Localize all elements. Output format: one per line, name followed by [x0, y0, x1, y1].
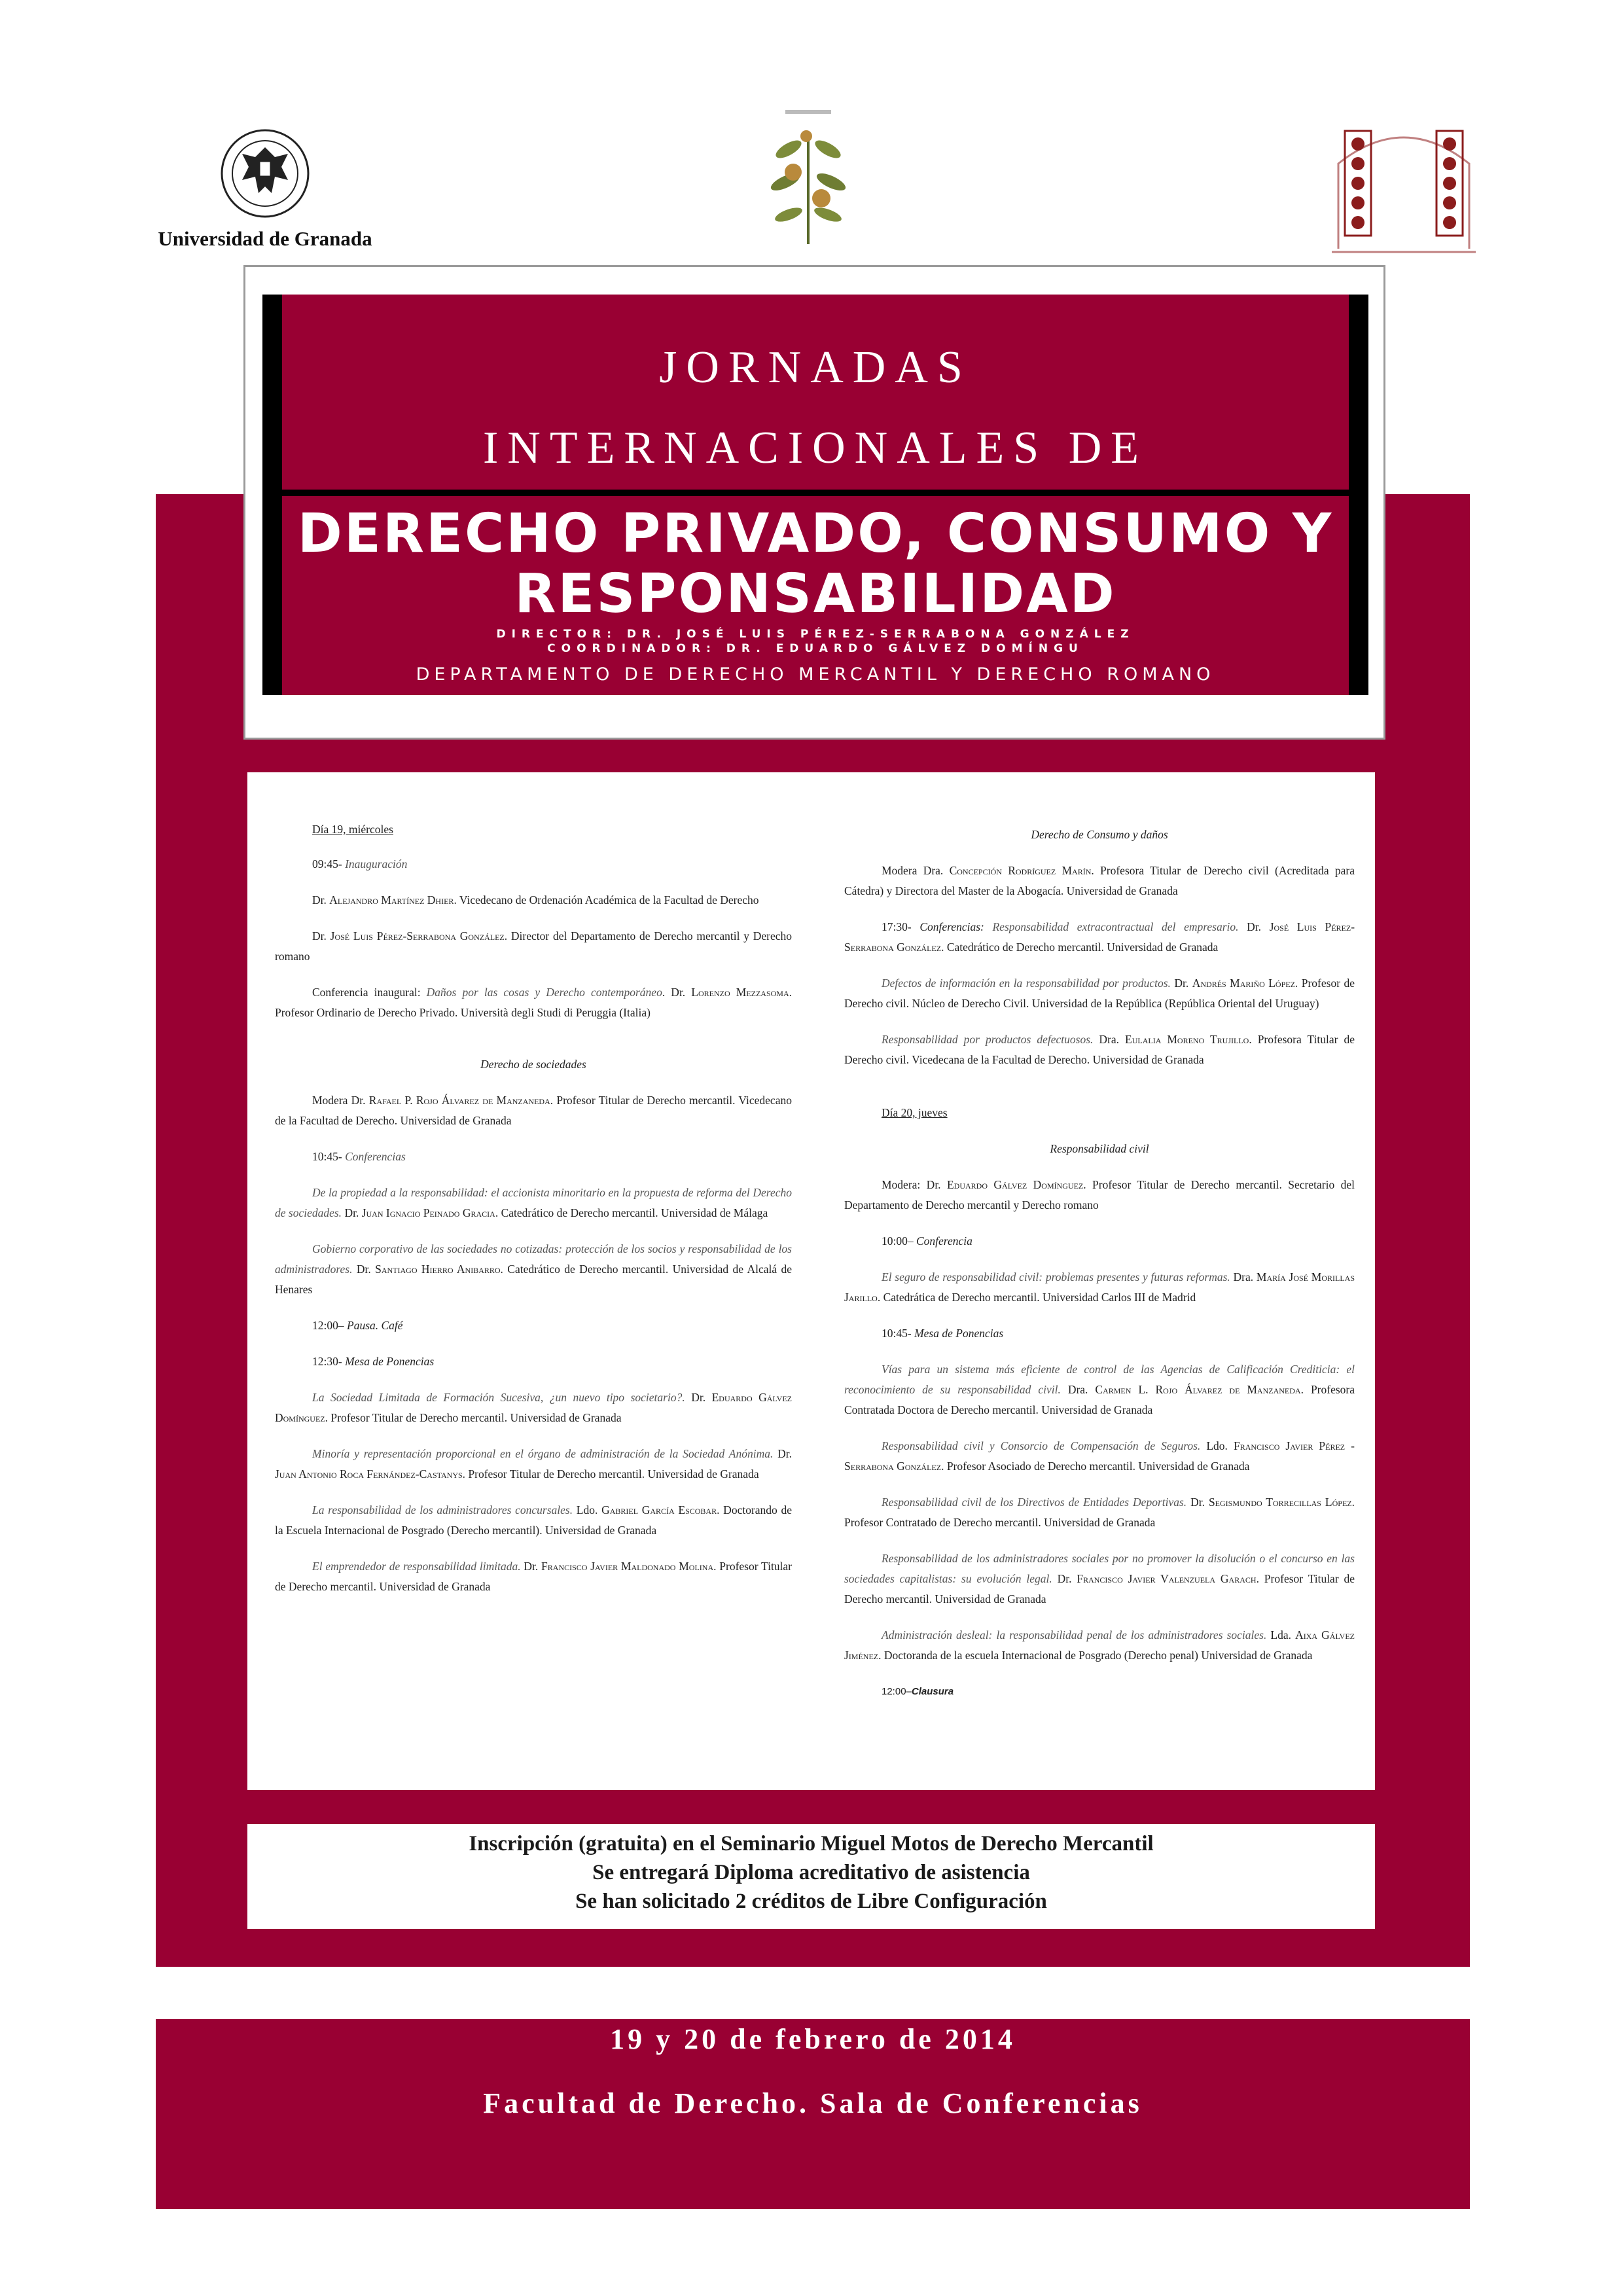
info-line-3: Se han solicitado 2 créditos de Libre Configuración	[575, 1890, 1047, 1913]
title-separator	[282, 490, 1349, 496]
program-right-column	[844, 825, 1355, 1717]
list-item: Gobierno corporativo de las sociedades no cotizadas: protección de los socios y responsabilidad de los administradores. Dr. Santiago Hierro Anibarro. Catedrático de Derecho mercantil. Universidad de Alcalá de Henares	[275, 1242, 792, 1296]
time: 12:00–	[312, 1319, 344, 1332]
list-item: De la propiedad a la responsabilidad: el accionista minoritario en la propuesta de reforma del Derecho de sociedades. Dr. Juan Ignacio Peinado Gracia. Catedrático de Derecho mercantil. Universidad de Málaga	[275, 1186, 792, 1219]
list-item: Responsabilidad de los administradores sociales por no promover la disolución o el concurso en las sociedades capitalistas: su evolución legal. Dr. Francisco Javier Valenzuela Garach. Profesor Titular de Derecho mercantil. Universidad de Granada	[844, 1552, 1355, 1605]
main-title	[262, 504, 1368, 624]
list-item: Modera: Dr. Eduardo Gálvez Domínguez. Profesor Titular de Derecho mercantil. Secretario del Departamento de Derecho mercantil y Derecho romano	[844, 1178, 1355, 1211]
session-title: Conferencia	[916, 1234, 972, 1247]
list-item: Administración desleal: la responsabilidad penal de los administradores sociales. Lda. Aixa Gálvez Jiménez. Doctoranda de la escuela Internacional de Posgrado (Derecho penal) Universidad de Granada	[844, 1628, 1355, 1662]
list-item: Modera Dr. Rafael P. Rojo Álvarez de Manzaneda. Profesor Titular de Derecho mercantil. Vicedecano de la Facultad de Derecho. Universidad de Granada	[275, 1094, 792, 1127]
session-title: Pausa. Café	[347, 1319, 403, 1332]
info-line-2: Se entregará Diploma acreditativo de asistencia	[592, 1861, 1030, 1884]
list-item: Vías para un sistema más eficiente de control de las Agencias de Calificación Crediticia: el reconocimiento de su responsabilidad civil. Dra. Carmen L. Rojo Álvarez de Manzaneda. Profesora Contratada Doctora de Derecho mercantil. Universidad de Granada	[844, 1363, 1355, 1416]
time: 09:45-	[312, 857, 342, 870]
list-item: La responsabilidad de los administradores concursales. Ldo. Gabriel García Escobar. Doctorando de la Escuela Internacional de Posgrado (Derecho mercantil). Universidad de Granada	[275, 1503, 793, 1537]
main-title-line-2: RESPONSABILIDAD	[514, 563, 1116, 625]
session-title: Clausura	[911, 1686, 954, 1697]
list-item: Modera Dra. Concepción Rodríguez Marín. Profesora Titular de Derecho civil (Acreditada para Cátedra) y Directora del Master de la Abogacía. Universidad de Granada	[844, 864, 1355, 897]
university-name: Universidad de Granada	[158, 227, 372, 250]
time: 12:30-	[312, 1355, 342, 1368]
arch-icon	[1325, 118, 1482, 255]
session-title: Mesa de Ponencias	[914, 1327, 1004, 1340]
director-line: DIRECTOR: DR. JOSÉ LUIS PÉREZ-SERRABONA GONZÁLEZ	[496, 628, 1135, 641]
session-title: Conferencias	[345, 1150, 406, 1163]
session-title: Inauguración	[345, 857, 408, 870]
event-dates: 19 y 20 de febrero de 2014	[610, 2023, 1016, 2055]
event-location: Facultad de Derecho. Sala de Conferencias	[483, 2087, 1143, 2119]
time: 10:45-	[882, 1327, 912, 1340]
list-item: Minoría y representación proporcional en el órgano de administración de la Sociedad Anónima. Dr. Juan Antonio Roca Fernández-Castanys. Profesor Titular de Derecho mercantil. Universidad de Granada	[275, 1447, 793, 1480]
list-item: Defectos de información en la responsabilidad por productos. Dr. Andrés Mariño López. Profesor de Derecho civil. Núcleo de Derecho Civil. Universidad de la República (República Oriental del Uruguay)	[844, 977, 1355, 1010]
list-item: El seguro de responsabilidad civil: problemas presentes y futuras reformas. Dra. María José Morillas Jarillo. Catedrática de Derecho mercantil. Universidad Carlos III de Madrid	[844, 1270, 1355, 1304]
plant-emblem-logo	[766, 110, 851, 251]
university-seal-icon	[219, 128, 311, 219]
list-item: Conferencia inaugural: Daños por las cosas y Derecho contemporáneo. Dr. Lorenzo Mezzasoma. Profesor Ordinario de Derecho Privado. Università degli Studi di Peruggia (Italia)	[275, 986, 793, 1019]
time: 12:00–	[882, 1686, 912, 1697]
title-line-2: INTERNACIONALES DE	[482, 423, 1149, 473]
list-item: 17:30- Conferencias: Responsabilidad extracontractual del empresario. Dr. José Luis Pérez-Serrabona González. Catedrático de Derecho mercantil. Universidad de Granada	[844, 920, 1355, 954]
section-heading: Derecho de sociedades	[480, 1058, 586, 1071]
coordinator-line: COORDINADOR: DR. EDUARDO GÁLVEZ DOMÍNGU	[547, 642, 1084, 655]
list-item: Responsabilidad civil de los Directivos de Entidades Deportivas. Dr. Segismundo Torrecillas López. Profesor Contratado de Derecho mercantil. Universidad de Granada	[844, 1496, 1355, 1529]
registration-info	[247, 1824, 1375, 1929]
list-item: Dr. Alejandro Martínez Dhier. Vicedecano de Ordenación Académica de la Facultad de Derecho	[312, 893, 759, 906]
section-heading: Derecho de Consumo y daños	[1031, 828, 1168, 841]
info-line-1: Inscripción (gratuita) en el Seminario Miguel Motos de Derecho Mercantil	[469, 1832, 1154, 1856]
time: 10:45-	[312, 1150, 342, 1163]
list-item: Dr. José Luis Pérez-Serrabona González. Director del Departamento de Derecho mercantil y Derecho romano	[275, 929, 793, 963]
university-logo	[154, 128, 376, 249]
time: 10:00–	[882, 1234, 914, 1247]
day-19-heading: Día 19, miércoles	[312, 823, 393, 836]
arch-emblem-logo	[1325, 118, 1482, 255]
title-line-1: JORNADAS	[659, 342, 972, 393]
program-left-column	[275, 819, 792, 1613]
credits	[262, 627, 1368, 656]
main-title-line-1: DERECHO PRIVADO, CONSUMO Y	[297, 503, 1334, 565]
list-item: Responsabilidad por productos defectuosos. Dra. Eulalia Moreno Trujillo. Profesora Titular de Derecho civil. Vicedecana de la Facultad de Derecho. Universidad de Granada	[844, 1033, 1355, 1066]
list-item: El emprendedor de responsabilidad limitada. Dr. Francisco Javier Maldonado Molina. Profesor Titular de Derecho mercantil. Universidad de Granada	[275, 1560, 793, 1593]
pomegranate-branch-icon	[766, 110, 851, 251]
session-title: Mesa de Ponencias	[345, 1355, 435, 1368]
day-20-heading: Día 20, jueves	[882, 1106, 948, 1119]
list-item: Responsabilidad civil y Consorcio de Compensación de Seguros. Ldo. Francisco Javier Pérez -Serrabona González. Profesor Asociado de Derecho mercantil. Universidad de Granada	[844, 1439, 1355, 1473]
section-heading: Responsabilidad civil	[1050, 1142, 1149, 1155]
list-item: La Sociedad Limitada de Formación Sucesiva, ¿un nuevo tipo societario?. Dr. Eduardo Gálvez Domínguez. Profesor Titular de Derecho mercantil. Universidad de Granada	[275, 1391, 793, 1424]
department-line: DEPARTAMENTO DE DERECHO MERCANTIL Y DERECHO ROMANO	[416, 664, 1215, 685]
